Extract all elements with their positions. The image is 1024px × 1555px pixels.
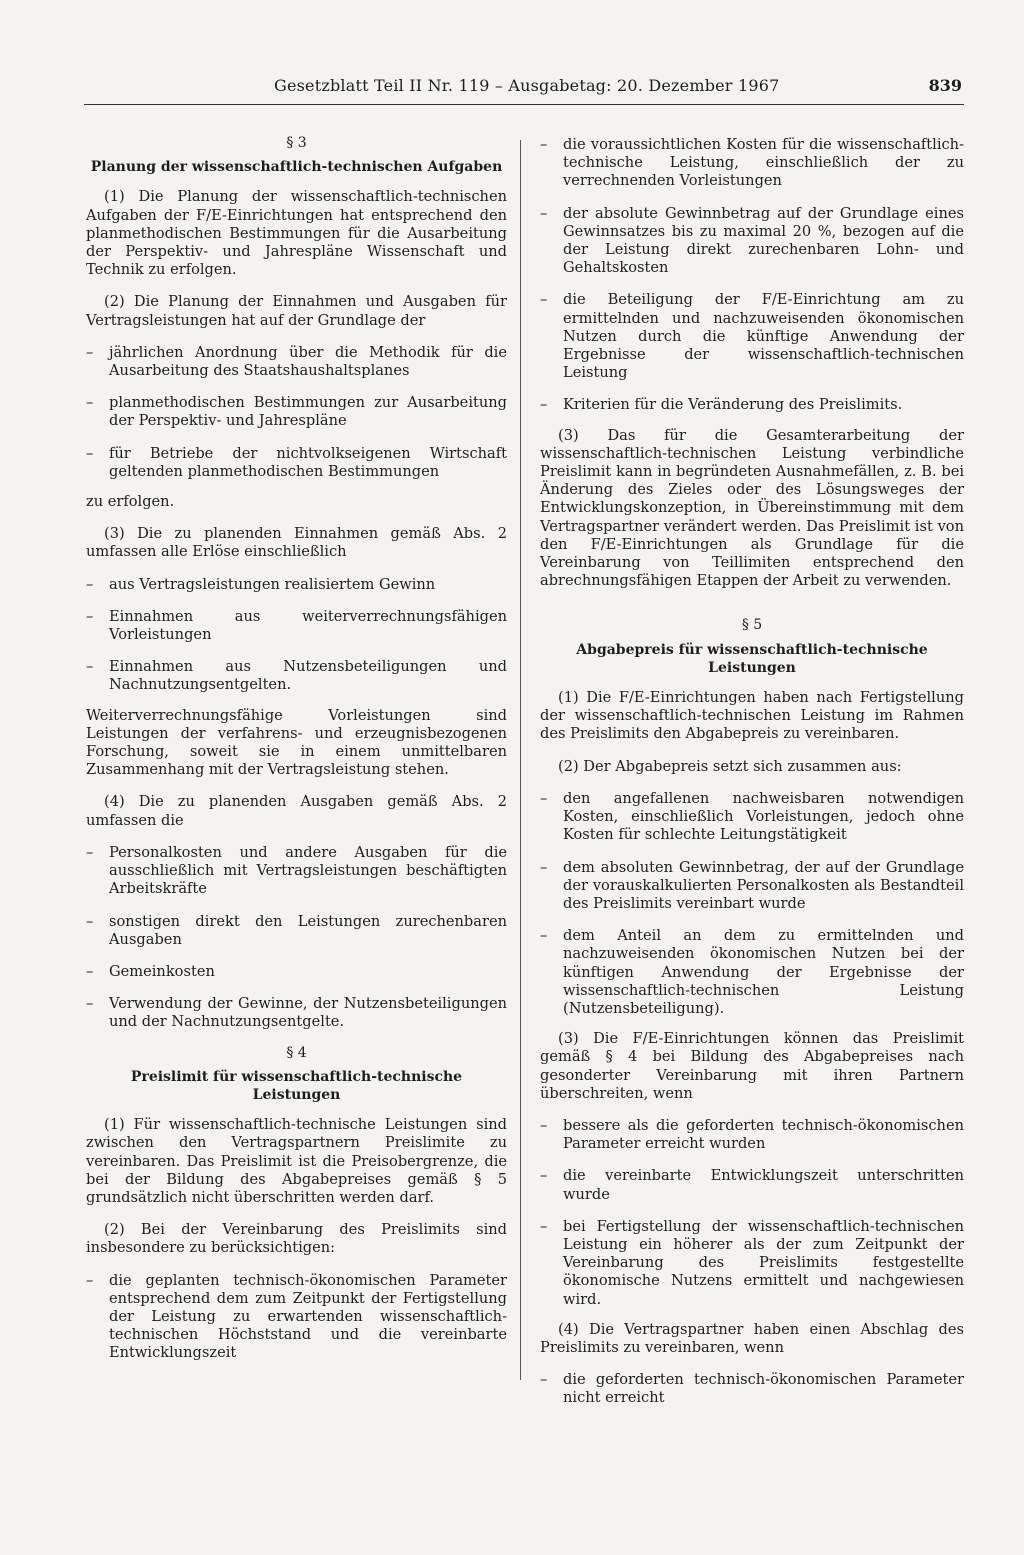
list-item: – für Betriebe der nichtvolkseigenen Wirtschaft geltenden planmethodischen Bestimmungen: [86, 444, 507, 480]
list-item: – die Beteiligung der F/E-Einrichtung am zu ermittelnden und nachzuweisenden ökonomischen Nutzen durch die künftige Anwendung der Ergebnisse der wissenschaftlich-technischen Leistung: [540, 291, 964, 382]
list-item: – jährlichen Anordnung über die Methodik für die Ausarbeitung des Staatshaushaltsplanes: [86, 343, 507, 380]
dash-list: [86, 844, 507, 1032]
list-item-text: die vereinbarte Entwicklungszeit unterschritten wurde: [563, 1167, 964, 1203]
list-item-text: die Beteiligung der F/E-Einrichtung am zu ermittelnden und nachzuweisenden ökonomischen Nutzen durch die künftige Anwendung der Ergebnisse der wissenschaftlich-technischen Leistung: [563, 291, 964, 382]
header-title: Gesetzblatt Teil II Nr. 119 – Ausgabetag: 20. Dezember 1967: [274, 76, 780, 95]
page-number: 839: [928, 76, 962, 95]
section-sign: § 3: [286, 135, 307, 151]
dash-list: [540, 1371, 964, 1407]
list-item: – Kriterien für die Veränderung des Preislimits.: [540, 396, 903, 414]
paragraph: (2) Bei der Vereinbarung des Preislimits sind insbesondere zu berücksichtigen:: [86, 1221, 507, 1257]
paragraph: (1) Die F/E-Einrichtungen haben nach Fertigstellung der wissenschaftlich-technischen Leistung im Rahmen des Preislimits den Abgabepreis zu vereinbaren.: [540, 689, 964, 743]
list-item-text: der absolute Gewinnbetrag auf der Grundlage eines Gewinnsatzes bis zu maximal 20 %, bezogen auf die der Leistung direkt zurechenbaren Lohn- und Gehaltskosten: [563, 204, 964, 277]
paragraph: (1) Für wissenschaftlich-technische Leistungen sind zwischen den Vertragspartnern Preislimite zu vereinbaren. Das Preislimit ist die Preisobergrenze, die bei der Bildung des Abgabepreises gemäß § 5 grundsätzlich nicht überschritten werden darf.: [86, 1116, 507, 1206]
list-item-text: die geplanten technisch-ökonomischen Parameter entsprechend dem zum Zeitpunkt der Fertigstellung der Leistung zu erwartenden wissenschaftlich-technischen Höchststand und die vereinbarte Entwicklungszeit: [109, 1271, 507, 1362]
list-item-text: Verwendung der Gewinne, der Nutzensbeteiligungen und der Nachnutzungsentgelte.: [109, 995, 507, 1031]
paragraph: (2) Der Abgabepreis setzt sich zusammen aus:: [558, 757, 902, 775]
paragraph: Weiterverrechnungsfähige Vorleistungen sind Leistungen der verfahrens- und erzeugnisbezogenen Forschung, soweit sie in einem unmittelbaren Zusammenhang mit der Vertragsleistung stehen.: [86, 706, 507, 779]
list-item: – Einnahmen aus weiterverrechnungsfähigen Vorleistungen: [86, 607, 507, 644]
section-title: Preislimit für wissenschaftlich-technische Leistungen: [130, 1068, 463, 1103]
list-item: – dem absoluten Gewinnbetrag, der auf der Grundlage der vorauskalkulierten Personalkosten als Bestandteil des Preislimits vereinbart wurde: [540, 858, 964, 912]
dash-list: [540, 1117, 964, 1309]
list-item-text: aus Vertragsleistungen realisiertem Gewinn: [109, 575, 436, 593]
list-item: – die geforderten technisch-ökonomischen Parameter nicht erreicht: [540, 1371, 964, 1407]
list-item: – den angefallenen nachweisbaren notwendigen Kosten, einschließlich Vorleistungen, jedoch ohne Kosten für schlechte Leitungstätigkeit: [540, 789, 964, 844]
dash-list: [86, 576, 507, 695]
list-item: – bessere als die geforderten technisch-ökonomischen Parameter erreicht wurden: [540, 1116, 964, 1153]
list-item: – sonstigen direkt den Leistungen zurechenbaren Ausgaben: [86, 912, 507, 948]
left-column: [86, 134, 507, 1375]
paragraph: (3) Die F/E-Einrichtungen können das Preislimit gemäß § 4 bei Bildung des Abgabepreises nach gesonderter Vereinbarung mit ihren Partnern überschreiten, wenn: [540, 1030, 964, 1102]
list-item: – die geplanten technisch-ökonomischen Parameter entsprechend dem zum Zeitpunkt der Fertigstellung der Leistung zu erwartenden wissenschaftlich-technischen Höchststand und die vereinbarte Entwicklungszeit: [86, 1271, 507, 1362]
list-item-text: dem absoluten Gewinnbetrag, der auf der Grundlage der vorauskalkulierten Personalkosten als Bestandteil des Preislimits vereinbart wurde: [563, 858, 964, 912]
list-item: – Einnahmen aus Nutzensbeteiligungen und Nachnutzungsentgelten.: [86, 658, 507, 694]
list-item-text: Kriterien für die Veränderung des Preislimits.: [563, 396, 903, 414]
paragraph: (3) Die zu planenden Einnahmen gemäß Abs. 2 umfassen alle Erlöse einschließlich: [86, 525, 507, 561]
list-item: – bei Fertigstellung der wissenschaftlich-technischen Leistung ein höherer als der zum Zeitpunkt der Vereinbarung des Preislimits festgestellte ökonomische Nutzens ermittelt und nachgewiesen wird.: [540, 1217, 964, 1308]
dash-list: [86, 344, 507, 481]
paragraph: (2) Die Planung der Einnahmen und Ausgaben für Vertragsleistungen hat auf der Grundlage der: [86, 293, 507, 329]
list-item-text: die voraussichtlichen Kosten für die wissenschaftlich-technische Leistung, einschließlich der zu verrechnenden Vorleistungen: [563, 136, 964, 190]
list-item-text: Personalkosten und andere Ausgaben für die ausschließlich mit Vertragsleistungen beschäftigten Arbeitskräfte: [109, 843, 507, 898]
list-item: – Verwendung der Gewinne, der Nutzensbeteiligungen und der Nachnutzungsentgelte.: [86, 995, 507, 1031]
list-item: – die vereinbarte Entwicklungszeit unterschritten wurde: [540, 1167, 964, 1203]
list-item-text: Gemeinkosten: [109, 962, 215, 980]
list-item-text: Einnahmen aus Nutzensbeteiligungen und Nachnutzungsentgelten.: [109, 658, 507, 694]
header-rule: [84, 104, 964, 105]
right-column: [540, 136, 964, 1420]
list-item-text: planmethodischen Bestimmungen zur Ausarbeitung der Perspektiv- und Jahrespläne: [109, 394, 507, 430]
list-item-text: sonstigen direkt den Leistungen zurechenbaren Ausgaben: [109, 912, 507, 948]
page-header: [84, 76, 964, 100]
list-item: – Personalkosten und andere Ausgaben für die ausschließlich mit Vertragsleistungen beschäftigten Arbeitskräfte: [86, 843, 507, 898]
list-item-text: den angefallenen nachweisbaren notwendigen Kosten, einschließlich Vorleistungen, jedoch ohne Kosten für schlechte Leitungstätigkeit: [563, 789, 964, 844]
list-item-text: bei Fertigstellung der wissenschaftlich-technischen Leistung ein höherer als der zum Zeitpunkt der Vereinbarung des Preislimits festgestellte ökonomische Nutzens ermittelt und nachgewiesen wird.: [563, 1217, 964, 1308]
paragraph: (1) Die Planung der wissenschaftlich-technischen Aufgaben der F/E-Einrichtungen hat entsprechend den planmethodischen Bestimmungen für die Ausarbeitung der Perspektiv- und Jahrespläne Wissenschaft und Technik zu erfolgen.: [86, 188, 507, 279]
column-separator: [520, 140, 521, 1380]
paragraph: (3) Das für die Gesamterarbeitung der wissenschaftlich-technischen Leistung verbindliche Preislimit kann in begründeten Ausnahmefällen, z. B. bei Änderung des Zieles oder des Lösungsweges der Entwicklungskonzeption, in Übereinstimmung mit dem Vertragspartner verändert werden. Das Preislimit ist von den F/E-Einrichtungen als Grundlage für die Vereinbarung von Teillimiten entsprechend den abrechnungsfähigen Etappen der Arbeit zu verwenden.: [540, 426, 964, 590]
section-title: Planung der wissenschaftlich-technischen Aufgaben: [90, 159, 503, 176]
paragraph: (4) Die Vertragspartner haben einen Abschlag des Preislimits zu vereinbaren, wenn: [540, 1320, 964, 1356]
list-item-text: die geforderten technisch-ökonomischen Parameter nicht erreicht: [563, 1371, 964, 1407]
dash-list: [540, 790, 964, 1018]
list-item: – planmethodischen Bestimmungen zur Ausarbeitung der Perspektiv- und Jahrespläne: [86, 394, 507, 430]
list-item: – der absolute Gewinnbetrag auf der Grundlage eines Gewinnsatzes bis zu maximal 20 %, bezogen auf die der Leistung direkt zurechenbaren Lohn- und Gehaltskosten: [540, 204, 964, 277]
list-item-text: für Betriebe der nichtvolkseigenen Wirtschaft geltenden planmethodischen Bestimmungen: [109, 444, 507, 480]
list-item: – Gemeinkosten: [86, 962, 215, 980]
dash-list: [540, 136, 964, 415]
list-item: – dem Anteil an dem zu ermittelnden und nachzuweisenden ökonomischen Nutzen bei der künftigen Anwendung der Ergebnisse der wissenschaftlich-technischen Leistung (Nutzensbeteiligung).: [540, 927, 964, 1017]
paragraph-end: zu erfolgen.: [86, 493, 175, 511]
list-item: – aus Vertragsleistungen realisiertem Gewinn: [86, 575, 436, 593]
list-item-text: dem Anteil an dem zu ermittelnden und nachzuweisenden ökonomischen Nutzen bei der künftigen Anwendung der Ergebnisse der wissenschaftlich-technischen Leistung (Nutzensbeteiligung).: [563, 927, 964, 1017]
section-title: Abgabepreis für wissenschaftlich-technische Leistungen: [576, 641, 928, 676]
list-item-text: Einnahmen aus weiterverrechnungsfähigen Vorleistungen: [109, 607, 507, 644]
section-sign: § 4: [286, 1044, 307, 1061]
paragraph: (4) Die zu planenden Ausgaben gemäß Abs. 2 umfassen die: [86, 793, 507, 829]
dash-list: [86, 1272, 507, 1363]
section-sign: § 5: [741, 617, 763, 634]
list-item-text: jährlichen Anordnung über die Methodik für die Ausarbeitung des Staatshaushaltsplanes: [109, 343, 507, 380]
list-item: – die voraussichtlichen Kosten für die wissenschaftlich-technische Leistung, einschließlich der zu verrechnenden Vorleistungen: [540, 136, 964, 190]
list-item-text: bessere als die geforderten technisch-ökonomischen Parameter erreicht wurden: [563, 1116, 964, 1153]
